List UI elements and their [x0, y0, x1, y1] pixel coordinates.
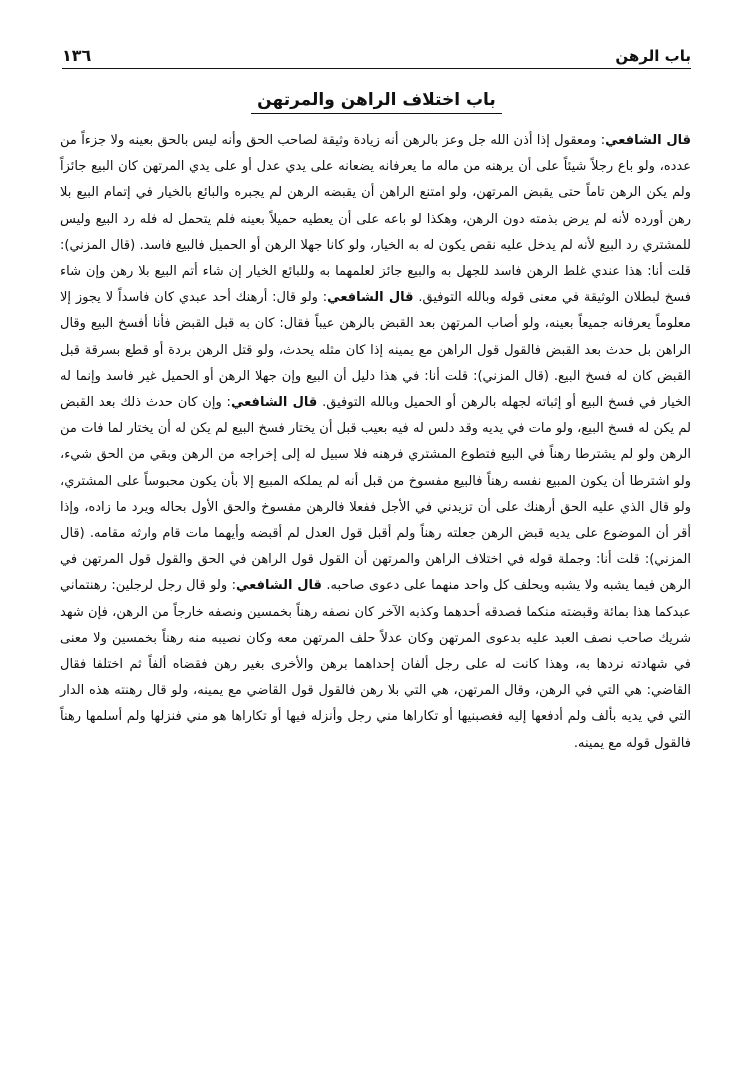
running-header [62, 38, 691, 69]
body-segment: : قلت أنا: في هذا دليل أن البيع وإن جهلا الرهن أو الحميل غير فاسد وإنما له الخيار في فسخ البيع أو إثباته لجهله بالرهن أو الحميل وبالله التوفيق. [60, 368, 692, 411]
body-segment: (قال المزني) [60, 526, 691, 568]
body-segment: (قال المزني) [477, 368, 549, 384]
body-segment: : ولو قال: أرهنك أحد عبدي كان فاسداً لا يجوز إلا معلوماً يعرفانه جميعاً بعينه، ولو أصاب المرتهن بعد القبض بالرهن عيباً فقال: كان به قبل القبض فأنا أفسخ البيع وقال الراهن بل حدث بعد القبض فالقول قول الراهن مع يمينه إذا كان مثله يحدث، ولو قتل الرهن بردة أو قطع بسرقة قبل القبض كان له فسخ البيع. [60, 290, 691, 384]
body-segment: : قلت أنا: هذا عندي غلط الرهن فاسد للجهل به والبيع جائز لعلمهما به وللبائع الخيار إن شاء أتم البيع بلا رهن وإن شاء فسخ لبطلان الوثيقة في معنى قوله وبالله التوفيق. [60, 237, 692, 306]
speaker-label: قال الشافعي [235, 578, 322, 594]
speaker-label: قال الشافعي [605, 133, 691, 148]
body-segment: : قلت أنا: وجملة قوله في اختلاف الراهن والمرتهن أن القول قول الراهن في الحق والقول قول المرتهن في الرهن فيما يشبه ولا يشبه ويحلف كل واحد منهما على دعوى صاحبه. [60, 552, 692, 594]
chapter-title: باب اختلاف الراهن والمرتهن [251, 90, 502, 114]
body-segment: (قال المزني) [64, 237, 136, 253]
body-text [60, 128, 691, 757]
running-title: باب الرهن [615, 47, 691, 65]
body-segment: : ومعقول إذا أذن الله جل وعز بالرهن أنه زيادة وثيقة لصاحب الحق وأنه ليس بالحق بعينه ولا جزءاً من عدده، ولو باع رجلاً شيئاً على أن يرهنه من ماله ما يعرفانه يضعانه على يدي عدل أو على يدي المرتهن كان البيع جائزاً ولم يكن الرهن تاماً حتى يقبض المرتهن، ولو امتنع الراهن أن يقبضه الرهن لم يجبره والبائع بالخيار في إتمام البيع بلا رهن أورده لأنه لم يرض بذمته دون الرهن، وهكذا لو باعه على أن يعطيه حميلاً بعينه فلم يتحمل له فله رد البيع وليس للمشتري رد البيع لأنه لم يدخل عليه نقص يكون له به الخيار، ولو كانا جهلا الرهن أو الحميل فالبيع فاسد. [60, 133, 691, 253]
speaker-label: قال الشافعي [327, 290, 414, 306]
chapter-title-container [0, 90, 753, 114]
body-segment: : ولو قال رجل لرجلين: رهنتماني عبدكما هذا بمائة وقبضته منكما فصدقه أحدهما وكذبه الآخر كان نصفه رهناً بخمسين ونصفه خارجاً من الرهن، فإن شهد شريك صاحب نصف العبد عليه بدعوى المرتهن وكان عدلاً حلف المرتهن معه وكان نصيبه منه رهناً بخمسين ولا معنى في شهادته نردها به، وهذا كانت له على رجل ألفان إحداهما برهن والأخرى بغير رهن فقضاه ألفاً ثم اختلفا فقال القاضي: هي التي في الرهن، وقال المرتهن، هي التي بلا رهن فالقول قول القاضي مع يمينه، ولو قال رهنته هذه الدار التي في يديه بألف ولم أدفعها إليه فغصبنيها أو تكاراها مني رجل وأنزله فيها أو تكاراها هو مني فنزلها ولم أسلمها رهناً فالقول قوله مع يمينه. [60, 578, 691, 751]
speaker-label: قال الشافعي [230, 395, 318, 411]
page-number: ١٣٦ [62, 46, 92, 65]
body-segment: : وإن كان حدث ذلك بعد القبض لم يكن له فسخ البيع، ولو مات في يديه وقد دلس له فيه بعيب قبل أن يختار فسخ البيع لم يكن له أن يختار لما فات من الرهن ولو لم يشترطا رهناً في البيع فتطوع المشتري فرهنه فلا سبيل له إلى إخراجه من الرهن وبقي من الحق شيء، ولو اشترطا أن يكون المبيع نفسه رهناً فالبيع مفسوخ من قبل أنه لم يملكه المبيع إلا بأن يكون محبوساً على المشتري، ولو قال الذي عليه الحق أرهنك على أن تزيدني في الأجل ففعلا فالرهن مفسوخ والحق الأول بحاله ويرد ما زاده، وإذا أقر أن الموضوع على يديه قبض الرهن جعلته رهناً ولم أقبل قول العدل لم أقبضه وأيهما مات قام وارثه مقامه. [60, 395, 691, 542]
